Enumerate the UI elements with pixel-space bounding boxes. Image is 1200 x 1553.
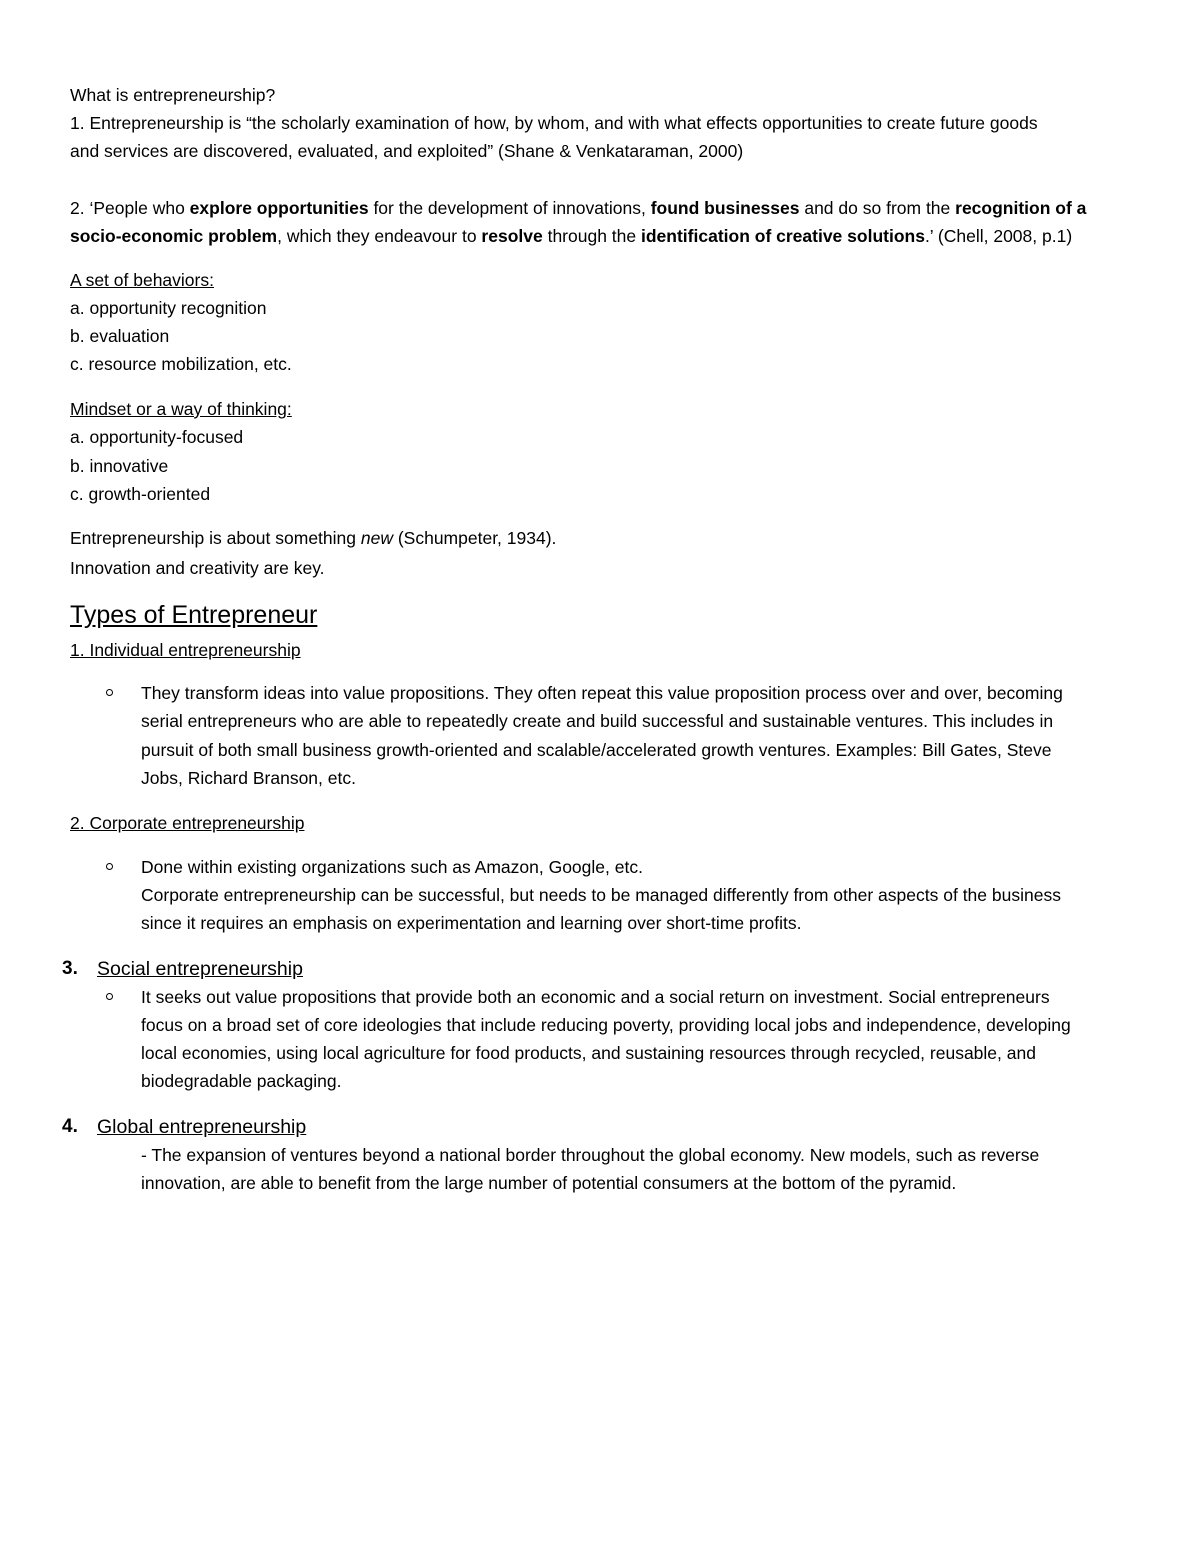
mindset-heading: Mindset or a way of thinking: [70, 399, 292, 419]
social-heading: Social entrepreneurship [97, 958, 303, 980]
bullet-icon [104, 853, 116, 881]
global-heading: Global entrepreneurship [97, 1116, 307, 1138]
list-item: b. evaluation [70, 326, 170, 346]
social-text-line: focus on a broad set of core ideologies that include reducing poverty, providing local jobs and independence, developing [141, 1015, 1071, 1035]
corporate-heading: 2. Corporate entrepreneurship [70, 813, 305, 833]
corporate-text-line: Corporate entrepreneurship can be successful, but needs to be managed differently from other aspects of the business [141, 885, 1061, 905]
behaviors-heading: A set of behaviors: [70, 270, 214, 290]
list-item: b. innovative [70, 456, 169, 476]
global-text-line: - The expansion of ventures beyond a national border throughout the global economy. New models, such as reverse [141, 1145, 1040, 1165]
individual-text-line: They transform ideas into value propositions. They often repeat this value proposition process over and over, becoming [141, 683, 1063, 703]
bullet-icon [104, 983, 116, 1011]
social-text-line: local economies, using local agriculture for food products, and sustaining resources through recycled, reusable, and [141, 1043, 1036, 1063]
social-text-line: It seeks out value propositions that provide both an economic and a social return on investment. Social entrepreneurs [141, 987, 1050, 1007]
definition-1-line-2: and services are discovered, evaluated, and exploited” (Shane & Venkataraman, 2000) [70, 141, 744, 161]
definition-1-line-1: 1. Entrepreneurship is “the scholarly examination of how, by whom, and with what effects opportunities to create future goods [70, 113, 1038, 133]
list-item: a. opportunity recognition [70, 298, 267, 318]
definition-2-line-2: socio-economic problem, which they endeavour to resolve through the identification of creative solutions.’ (Chell, 2008, p.1) [70, 226, 1073, 246]
list-item: a. opportunity-focused [70, 427, 244, 447]
corporate-text-line: since it requires an emphasis on experimentation and learning over short-time profits. [141, 913, 802, 933]
global-number: 4. [62, 1116, 78, 1137]
individual-text-line: Jobs, Richard Branson, etc. [141, 768, 356, 788]
individual-text-line: serial entrepreneurs who are able to repeatedly create and build successful and sustainable ventures. This includes in [141, 711, 1054, 731]
individual-heading: 1. Individual entrepreneurship [70, 640, 301, 660]
individual-text-line: pursuit of both small business growth-oriented and scalable/accelerated growth ventures. Examples: Bill Gates, Steve [141, 740, 1052, 760]
bullet-icon [104, 679, 116, 707]
list-item: c. resource mobilization, etc. [70, 354, 292, 374]
social-number: 3. [62, 958, 78, 979]
newness-line-1: Entrepreneurship is about something new (Schumpeter, 1934). [70, 528, 557, 548]
list-item: c. growth-oriented [70, 484, 211, 504]
global-text-line: innovation, are able to benefit from the large number of potential consumers at the bottom of the pyramid. [141, 1173, 957, 1193]
types-heading: Types of Entrepreneur [70, 601, 318, 629]
corporate-text-line: Done within existing organizations such as Amazon, Google, etc. [141, 857, 643, 877]
definition-2-line-1: 2. ‘People who explore opportunities for the development of innovations, found businesses and do so from the recognition of a [70, 198, 1087, 218]
newness-line-2: Innovation and creativity are key. [70, 558, 325, 578]
intro-question: What is entrepreneurship? [70, 85, 276, 105]
social-text-line: biodegradable packaging. [141, 1071, 342, 1091]
